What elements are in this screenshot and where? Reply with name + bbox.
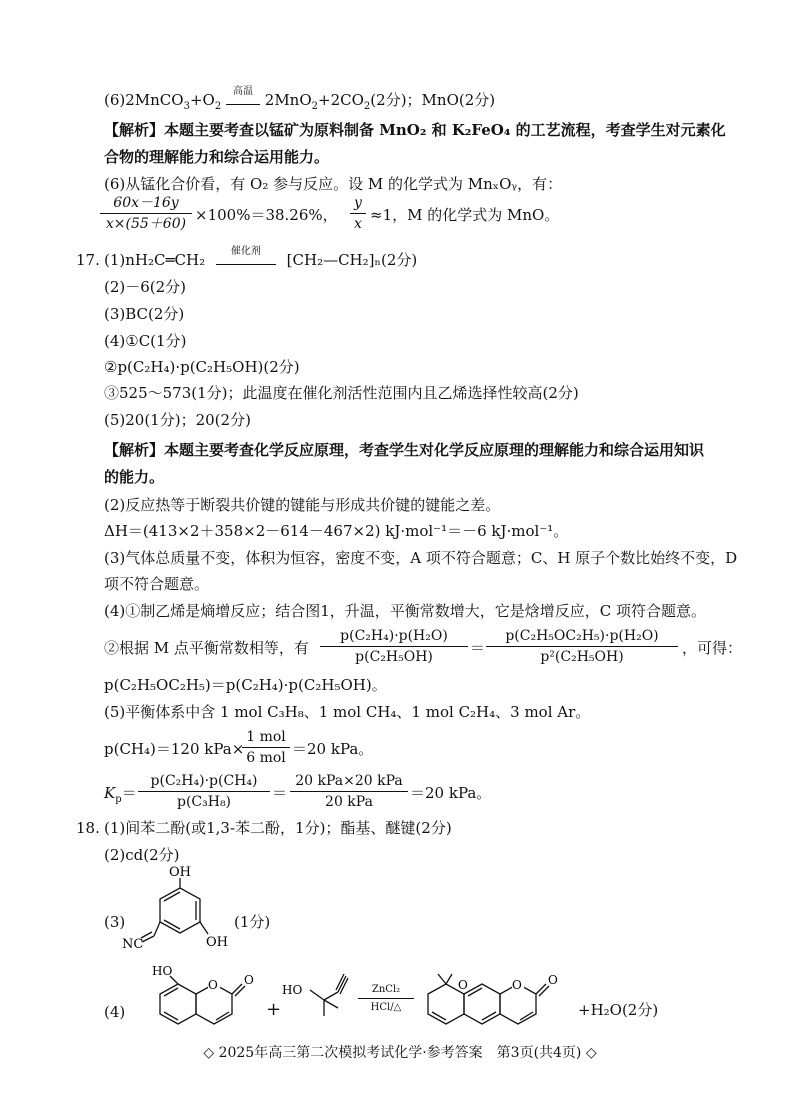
q17-part4-3: ③525～573(1分)；此温度在催化剂活性范围内且乙烯选择性较高(2分) bbox=[104, 384, 579, 402]
q17-part3: (3)BC(2分) bbox=[104, 305, 185, 323]
pch4-post: ＝20 kPa。 bbox=[292, 740, 374, 758]
hydroxyl-label: HO bbox=[152, 964, 173, 978]
q17-explain-part3-line2: 项不符合题意。 bbox=[104, 575, 210, 593]
kp-result: ＝20 kPa。 bbox=[410, 784, 492, 802]
pyranocoumarin-product-structure bbox=[418, 962, 568, 1038]
q17-explain-part3-line1: (3)气体总质量不变，体积为恒容，密度不变，A 项不符合题意；C、H 原子个数比始终不变，D bbox=[104, 549, 738, 567]
equals-sign: ＝ bbox=[470, 639, 486, 657]
carbonyl-oxygen-label: O bbox=[548, 973, 558, 987]
q16-analysis-line3: (6)从锰化合价看，有 O₂ 参与反应。设 M 的化学式为 MnₓOᵧ，有： bbox=[104, 175, 563, 193]
footer-diamond-icon: ◇ bbox=[203, 1045, 215, 1061]
q17-explain-part4-2-pre: ②根据 M 点平衡常数相等，有 bbox=[104, 639, 309, 657]
fraction-k-ethylene: $\frac{\text{p(C₂H₄)·p(H₂O)}}{\text{p(C₂H₅OH)}}$ bbox=[320, 627, 468, 666]
hydroxyl-label: HO bbox=[282, 983, 303, 997]
q17-explain-part4-2-post: ，可得： bbox=[682, 639, 743, 657]
q17-explain-part4: (4)①制乙烯是熵增反应；结合图1，升温，平衡常数增大，它是焓增反应，C 项符合题意。 bbox=[104, 602, 707, 620]
fraction-y-over-x: $\frac{y}{x}$ bbox=[350, 194, 366, 233]
q17-explain-part5: (5)平衡体系中含 1 mol C₃H₈、1 mol CH₄、1 mol C₂H₄、3 mol Ar。 bbox=[104, 703, 591, 721]
reaction-conditions: ZnCl₂ HCl/△ bbox=[358, 984, 414, 1014]
fraction-mass-percent: $\frac{60x-16y}{x\times(55+60)}$ bbox=[100, 194, 192, 233]
plus-sign: + bbox=[266, 999, 282, 1020]
carbonyl-oxygen-label: O bbox=[244, 973, 254, 987]
q18-part3-label: (3) bbox=[104, 913, 126, 931]
hydroxycoumarin-structure bbox=[150, 962, 262, 1038]
footer-text: 2025年高三第二次模拟考试化学·参考答案 第3页(共4页) bbox=[218, 1045, 582, 1061]
equals-sign: ＝ bbox=[272, 784, 288, 802]
phenol-nitrile-structure bbox=[120, 866, 240, 970]
pch4-pre: p(CH₄)＝120 kPa× bbox=[104, 740, 245, 758]
page-footer bbox=[0, 1044, 800, 1062]
fraction-mole-ratio: 1 mol 6 mol bbox=[242, 728, 290, 767]
q18-part4-label: (4) bbox=[104, 1003, 126, 1021]
q18-part4-tail: +H₂O(2分) bbox=[578, 1001, 659, 1019]
q17-part1: (1)nH₂C═CH₂ 催化剂 [CH₂—CH₂]ₙ(2分) bbox=[104, 246, 418, 269]
ring-oxygen-label: O bbox=[208, 978, 218, 992]
fraction-kp-expression: $\frac{\text{p(C₂H₄)·p(CH₄)}}{\text{p(C₃H₈)}}$ bbox=[138, 772, 270, 811]
q18-part3-score: (1分) bbox=[234, 913, 271, 931]
fraction-k-ether: $\frac{\text{p(C₂H₅OC₂H₅)·p(H₂O)}}{\text{p²(C₂H₅OH)}}$ bbox=[486, 627, 678, 666]
ring-oxygen-label: O bbox=[458, 978, 468, 992]
q17-part5: (5)20(1分)；20(2分) bbox=[104, 411, 251, 429]
q17-delta-h: ΔH＝(413×2＋358×2－614－467×2) kJ·mol⁻¹＝－6 kJ·mol⁻¹。 bbox=[104, 522, 569, 540]
kp-symbol: $K_p=$ bbox=[104, 784, 137, 805]
q16-analysis-line1: 【解析】本题主要考查以锰矿为原料制备 MnO₂ 和 K₂FeO₄ 的工艺流程，考查学生对元素化 bbox=[104, 121, 726, 139]
nitrile-label: NC bbox=[122, 937, 144, 952]
q18-label: 18. bbox=[76, 819, 100, 837]
fraction-y-over-x-rest: ≈1，M 的化学式为 MnO。 bbox=[370, 206, 560, 224]
q17-explain-part4-2-result: p(C₂H₅OC₂H₅)＝p(C₂H₄)·p(C₂H₅OH)。 bbox=[104, 676, 387, 694]
q16-analysis-line2: 合物的理解能力和综合运用能力。 bbox=[104, 148, 330, 166]
fraction-kp-values: 20 kPa×20 kPa 20 kPa bbox=[290, 772, 408, 811]
q17-part2: (2)－6(2分) bbox=[104, 278, 187, 296]
fraction-mass-percent-rest: ×100%＝38.26%， bbox=[195, 206, 338, 224]
q17-label: 17. bbox=[76, 251, 100, 269]
q17-explain-part2: (2)反应热等于断裂共价键的键能与形成共价键的键能之差。 bbox=[104, 496, 501, 514]
q17-part4-2: ②p(C₂H₄)·p(C₂H₅OH)(2分) bbox=[104, 358, 300, 376]
q17-analysis-line1: 【解析】本题主要考查化学反应原理，考查学生对化学反应原理的理解能力和综合运用知识 bbox=[104, 441, 705, 459]
q16-part6-equation: $(6)2MnCO_3+O_2$ 高温 $2MnO_2+2CO_2(2$分)；MnO(2分) bbox=[104, 86, 496, 112]
hydroxyl-label: OH bbox=[169, 866, 191, 880]
reaction-arrow: 高温 bbox=[226, 95, 260, 105]
q18-part1: (1)间苯二酚(或1,3-苯二酚，1分)；酯基、醚键(2分) bbox=[104, 819, 452, 837]
footer-diamond-icon: ◇ bbox=[585, 1045, 597, 1061]
q18-part2: (2)cd(2分) bbox=[104, 846, 180, 864]
hydroxyl-label: OH bbox=[206, 935, 228, 950]
reaction-arrow: 催化剂 bbox=[216, 255, 276, 265]
ring-oxygen-label: O bbox=[512, 978, 522, 992]
q17-part4-1: (4)①C(1分) bbox=[104, 332, 187, 350]
methylbutynol-structure bbox=[282, 968, 352, 1028]
q17-analysis-line2: 的能力。 bbox=[104, 468, 165, 486]
